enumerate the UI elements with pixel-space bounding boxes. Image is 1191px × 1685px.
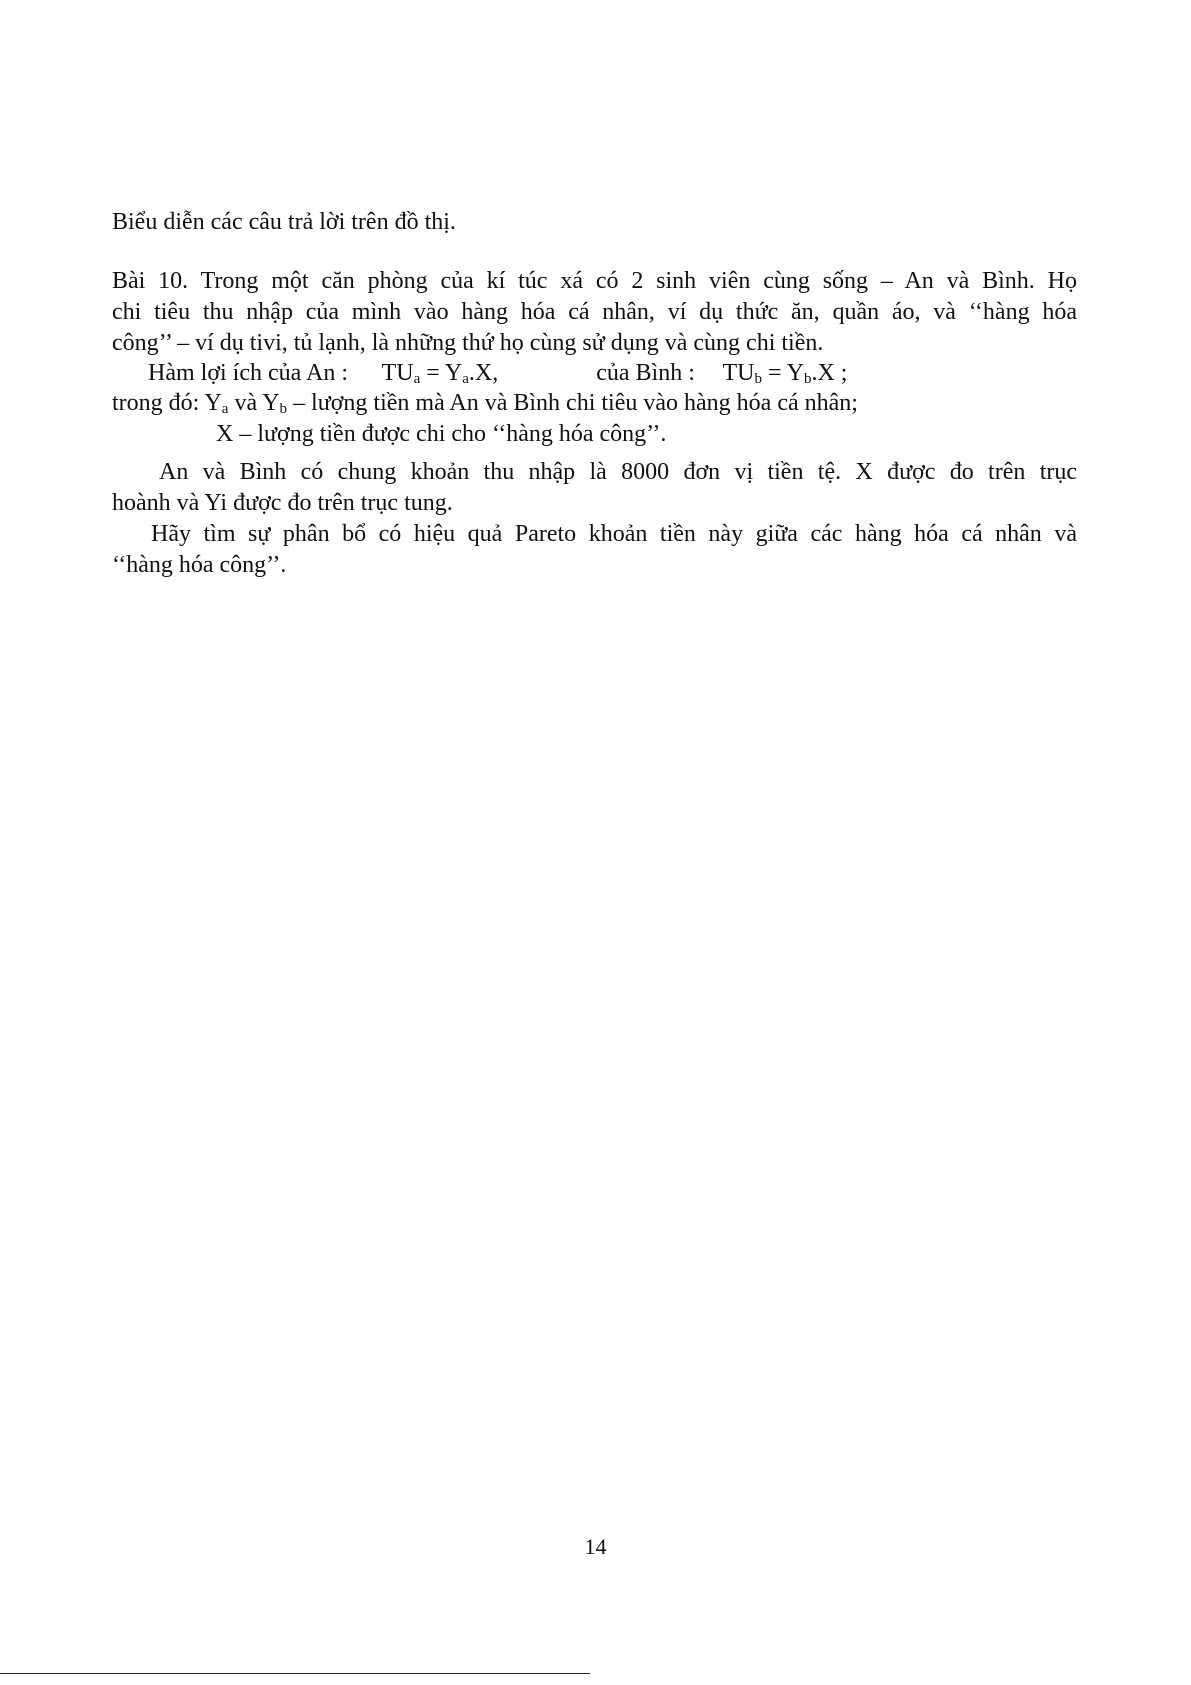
where-definition-line: trong đó: $Y_a$ và $Y_b$ – lượng tiền mà An và Bình chi tiêu vào hàng hóa cá nhân; (112, 390, 858, 417)
footer-rule (0, 1673, 590, 1674)
problem-line-3: công’’ – ví dụ tivi, tủ lạnh, là những thứ họ cùng sử dụng và cùng chi tiền. (112, 330, 824, 356)
x-definition-line: X – lượng tiền được chi cho ‘‘hàng hóa công’’. (216, 421, 667, 447)
question-line-1: Hãy tìm sự phân bổ có hiệu quả Pareto khoản tiền này giữa các hàng hóa cá nhân và (151, 521, 1077, 547)
binh-utility-formula: $TU_b = Y_b.X$ ; (722, 360, 848, 387)
page-number: 14 (584, 1534, 607, 1559)
an-utility-label: Hàm lợi ích của An : (148, 360, 348, 386)
income-line-1: An và Bình có chung khoản thu nhập là 8000 đơn vị tiền tệ. X được đo trên trục (159, 459, 1077, 485)
problem-line-2: chi tiêu thu nhập của mình vào hàng hóa cá nhân, ví dụ thức ăn, quần áo, và ‘‘hàng hóa (112, 299, 1077, 325)
income-line-2: hoành và Yi được đo trên trục tung. (112, 490, 453, 516)
question-line-2: ‘‘hàng hóa công’’. (112, 552, 287, 578)
intro-line: Biểu diễn các câu trả lời trên đồ thị. (112, 209, 456, 235)
problem-line-1: Bài 10. Trong một căn phòng của kí túc xá có 2 sinh viên cùng sống – An và Bình. Họ (112, 268, 1077, 294)
binh-utility-label: của Bình : (596, 360, 695, 386)
an-utility-formula: $TU_a = Y_a.X$, (381, 360, 499, 387)
utility-functions-line (148, 358, 847, 389)
